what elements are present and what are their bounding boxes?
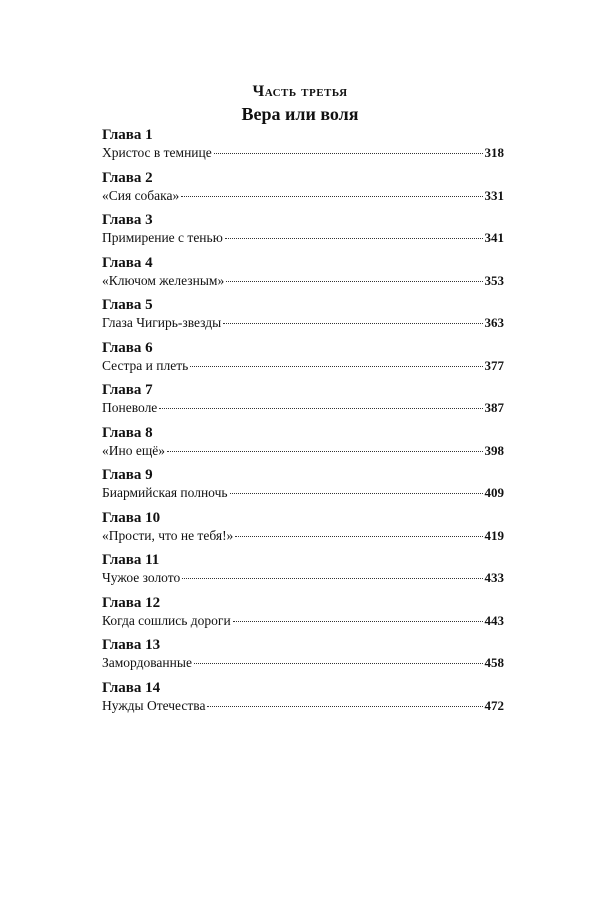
chapter-title: «Сия собака» — [102, 187, 180, 203]
chapter-title: Примирение с тенью — [102, 230, 223, 245]
chapter-title: «Прости, что не тебя!» — [102, 527, 234, 543]
toc-entry — [102, 424, 504, 467]
page-number: 331 — [484, 187, 504, 203]
chapter-label: Глава 14 — [102, 679, 161, 696]
dot-leader — [207, 706, 482, 707]
chapter-label: Глава 10 — [102, 509, 161, 526]
toc-line — [102, 272, 504, 290]
chapter-title: Замордованные — [102, 655, 192, 670]
dot-leader — [182, 578, 482, 579]
toc-line — [102, 612, 504, 630]
toc-line — [102, 229, 504, 247]
chapter-label: Глава 11 — [102, 552, 160, 568]
toc-entry — [102, 679, 504, 722]
toc-line — [102, 654, 504, 672]
toc-line — [102, 357, 504, 375]
chapter-title: «Ключом железным» — [102, 272, 225, 288]
dot-leader — [226, 281, 482, 282]
toc-line — [102, 569, 504, 587]
chapter-label: Глава 2 — [102, 169, 153, 186]
chapter-label: Глава 5 — [102, 297, 153, 313]
toc-entry — [102, 551, 504, 594]
chapter-label: Глава 13 — [102, 637, 161, 653]
page-number: 458 — [484, 655, 504, 670]
chapter-label: Глава 7 — [102, 382, 153, 398]
chapter-title: «Ино ещё» — [102, 442, 165, 458]
page-number: 318 — [484, 145, 504, 160]
toc-entry — [102, 211, 504, 254]
toc-line — [102, 697, 504, 715]
chapter-title: Христос в темнице — [102, 145, 212, 160]
chapter-label: Глава 6 — [102, 339, 153, 356]
part-header — [0, 82, 600, 126]
dot-leader — [225, 238, 483, 239]
page-number: 377 — [484, 357, 504, 373]
page-number: 363 — [484, 315, 504, 330]
chapter-title: Глаза Чигирь-звезды — [102, 315, 222, 330]
chapter-title: Когда сошлись дороги — [102, 612, 231, 628]
toc-line — [102, 484, 504, 502]
page-number: 387 — [484, 400, 504, 415]
dot-leader — [235, 536, 482, 537]
dot-leader — [159, 408, 482, 409]
page-number: 443 — [484, 612, 504, 628]
chapter-title: Нужды Отечества — [102, 697, 206, 713]
chapter-label: Глава 8 — [102, 424, 153, 441]
toc-entry — [102, 126, 504, 169]
dot-leader — [194, 663, 483, 664]
toc-entry — [102, 636, 504, 679]
toc-entry — [102, 254, 504, 297]
dot-leader — [230, 493, 483, 494]
chapter-title: Чужое золото — [102, 570, 181, 585]
toc-line — [102, 314, 504, 332]
chapter-title: Биармийская полночь — [102, 485, 228, 500]
page-number: 472 — [484, 697, 504, 713]
dot-leader — [167, 451, 483, 452]
chapter-label: Глава 4 — [102, 254, 153, 271]
chapter-label: Глава 1 — [102, 127, 153, 143]
part-label: Часть третья — [252, 83, 348, 100]
page-number: 419 — [484, 527, 504, 543]
dot-leader — [190, 366, 482, 367]
toc-entry — [102, 594, 504, 637]
table-of-contents — [102, 126, 504, 721]
toc-line — [102, 442, 504, 460]
toc-entry — [102, 466, 504, 509]
toc-entry — [102, 169, 504, 212]
part-title: Вера или воля — [241, 104, 359, 124]
toc-entry — [102, 509, 504, 552]
page-number: 433 — [484, 570, 504, 585]
toc-entry — [102, 296, 504, 339]
page-number: 353 — [484, 272, 504, 288]
chapter-label: Глава 3 — [102, 212, 153, 228]
chapter-label: Глава 9 — [102, 467, 153, 483]
dot-leader — [214, 153, 483, 154]
toc-line — [102, 399, 504, 417]
toc-entry — [102, 339, 504, 382]
toc-line — [102, 527, 504, 545]
chapter-title: Поневоле — [102, 400, 158, 415]
toc-line — [102, 187, 504, 205]
page-number: 341 — [484, 230, 504, 245]
toc-line — [102, 144, 504, 162]
page-number: 398 — [484, 442, 504, 458]
page-number: 409 — [484, 485, 504, 500]
dot-leader — [223, 323, 482, 324]
chapter-title: Сестра и плеть — [102, 357, 189, 373]
dot-leader — [181, 196, 482, 197]
toc-entry — [102, 381, 504, 424]
chapter-label: Глава 12 — [102, 594, 161, 611]
dot-leader — [233, 621, 483, 622]
